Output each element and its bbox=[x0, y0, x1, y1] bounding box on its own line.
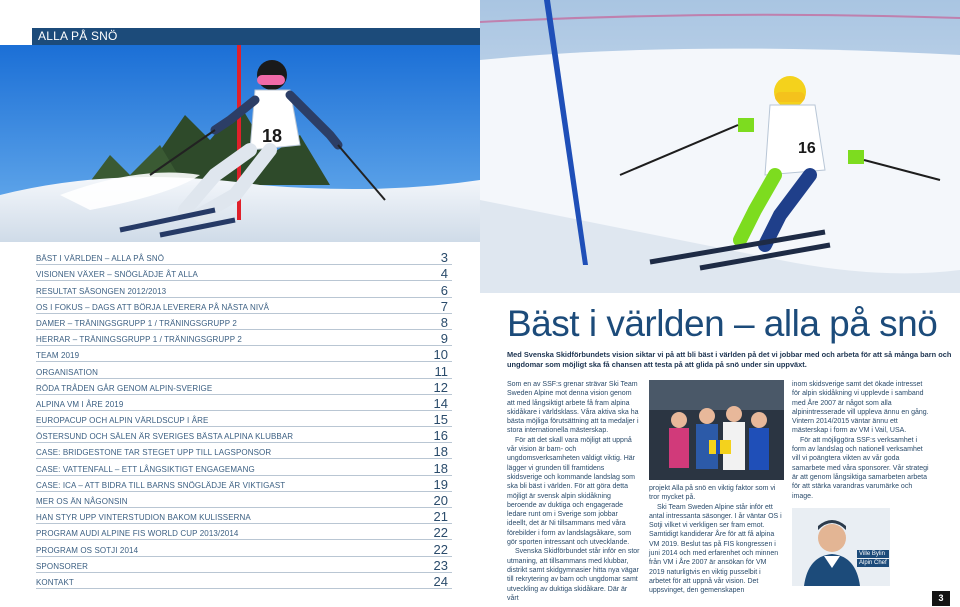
toc-row[interactable] bbox=[36, 573, 452, 589]
paragraph: inom skidsverige samt det ökade intresset för alpin skidåkning vi upplevde i samband med Åre 2007 är något som alla alpinintresserade vill uppleva ännu en gång. Vintern 2014/2015 väntar ännu ett mästerskap i form av VM i Vail, USA. bbox=[792, 381, 929, 435]
paragraph: För att möjliggöra SSF:s verksamhet i form av landslag och nationell verksamhet vill vi poängtera vikten av vår goda samarbete med våra sponsorer. Vår strategi är att genom långsiktiga samarbeten arbeta för att stärka varandras varumärke och image. bbox=[792, 436, 929, 500]
paragraph: projekt Alla på snö en viktig faktor som vi tror mycket på. bbox=[649, 485, 776, 502]
section-header-bar bbox=[32, 28, 480, 45]
toc-row[interactable] bbox=[36, 314, 452, 330]
toc-title: OS I FOKUS – DAGS ATT BÖRJA LEVERERA PÅ NÄSTA NIVÅ bbox=[36, 302, 270, 312]
toc-page-number: 21 bbox=[433, 509, 448, 525]
paragraph: Svenska Skidförbundet står inför en stor utmaning, att tillsammans med klubbar, distrikt samt skidgymnasier hitta nya vägar till rekrytering av barn och ungdomar samt utveckling av duktiga skidåkare. Där är vårt bbox=[507, 548, 640, 602]
toc-page-number: 6 bbox=[440, 282, 448, 298]
toc-page-number: 10 bbox=[433, 347, 448, 363]
toc-page-number: 23 bbox=[433, 557, 448, 573]
toc-page-number: 22 bbox=[433, 525, 448, 541]
toc-title: RESULTAT SÄSONGEN 2012/2013 bbox=[36, 286, 167, 296]
toc-page-number: 22 bbox=[433, 541, 448, 557]
toc-title: ÖSTERSUND OCH SÄLEN ÄR SVERIGES BÄSTA ALPINA KLUBBAR bbox=[36, 432, 294, 442]
toc-row[interactable] bbox=[36, 459, 452, 475]
toc-row[interactable] bbox=[36, 540, 452, 556]
article-column-1 bbox=[507, 380, 640, 603]
bib-number-right: 16 bbox=[798, 140, 816, 157]
toc-title: RÖDA TRÅDEN GÅR GENOM ALPIN-SVERIGE bbox=[36, 383, 213, 393]
article-column-3 bbox=[792, 380, 930, 501]
article-lead: Med Svenska Skidförbundets vision siktar vi på att bli bäst i världen på det vi jobbar med och arbeta för att så många barn och ungdomar som möjligt ska få chansen att testa på att glida på snö under sin uppväxt. bbox=[507, 350, 952, 369]
toc-row[interactable] bbox=[36, 411, 452, 427]
toc-title: MER OS ÄN NÅGONSIN bbox=[36, 497, 128, 506]
toc-row[interactable] bbox=[36, 330, 452, 346]
toc-row[interactable] bbox=[36, 395, 452, 411]
toc-title: SPONSORER bbox=[36, 561, 89, 571]
toc-row[interactable] bbox=[36, 379, 452, 395]
toc-title: HAN STYR UPP VINTERSTUDION BAKOM KULISSERNA bbox=[36, 513, 251, 523]
article-column-2 bbox=[649, 484, 784, 596]
toc-row[interactable] bbox=[36, 298, 452, 314]
article-headline: Bäst i världen – alla på snö bbox=[507, 303, 938, 344]
toc-page-number: 18 bbox=[433, 460, 448, 476]
team-photo bbox=[649, 380, 784, 480]
toc-row[interactable] bbox=[36, 492, 452, 508]
toc-title: TEAM 2019 bbox=[36, 351, 80, 361]
toc-row[interactable] bbox=[36, 346, 452, 362]
table-of-contents bbox=[36, 249, 452, 589]
toc-page-number: 20 bbox=[433, 493, 448, 508]
caption-role: Alpin Chef bbox=[859, 560, 887, 566]
toc-row[interactable] bbox=[36, 249, 452, 265]
slalom-photo-left bbox=[0, 45, 480, 242]
caption-name: Ville Bylin bbox=[857, 550, 889, 558]
toc-row[interactable] bbox=[36, 476, 452, 492]
toc-page-number: 3 bbox=[440, 250, 448, 266]
paragraph: Ski Team Sweden Alpine står inför ett antal intressanta säsonger. I år väntar OS i Sotji vilket vi verkligen ser fram emot. Samtidigt kandiderar Åre för att få alpina VM 2019. Beslut tas på FIS kongressen i juni 2014 och med erfarenhet och minnen från VM i Åre 2007 är ansökan för VM 2019 naturligtvis en viktig pusselbit i arbetet för att uppnå vår vision. Det uppsvinget, den gemenskapen bbox=[649, 503, 782, 595]
bib-number-left: 18 bbox=[262, 126, 283, 146]
portrait-photo bbox=[792, 508, 890, 586]
toc-page-number: 19 bbox=[433, 476, 448, 492]
toc-row[interactable] bbox=[36, 508, 452, 524]
toc-page-number: 15 bbox=[433, 412, 448, 428]
toc-title: CASE: ICA – ATT BIDRA TILL BARNS SNÖGLÄDJE ÄR VIKTIGAST bbox=[36, 480, 286, 490]
toc-row[interactable] bbox=[36, 265, 452, 281]
portrait-caption bbox=[857, 550, 889, 567]
toc-row[interactable] bbox=[36, 524, 452, 540]
toc-page-number: 7 bbox=[440, 298, 448, 314]
section-label: ALLA PÅ SNÖ bbox=[38, 29, 118, 43]
toc-page-number: 8 bbox=[440, 314, 448, 330]
toc-title: PROGRAM AUDI ALPINE FIS WORLD CUP 2013/2014 bbox=[36, 529, 239, 539]
toc-row[interactable] bbox=[36, 281, 452, 297]
toc-title: HERRAR – TRÄNINGSGRUPP 1 / TRÄNINGSGRUPP 2 bbox=[36, 335, 242, 345]
toc-title: EUROPACUP OCH ALPIN VÄRLDSCUP I ÅRE bbox=[36, 416, 209, 426]
toc-page-number: 11 bbox=[434, 363, 448, 379]
toc-title: CASE: BRIDGESTONE TAR STEGET UPP TILL LAGSPONSOR bbox=[36, 448, 272, 458]
toc-page-number: 16 bbox=[433, 428, 448, 444]
slalom-photo-right bbox=[480, 0, 960, 293]
toc-title: BÄST I VÄRLDEN – ALLA PÅ SNÖ bbox=[36, 254, 165, 264]
paragraph: För att det skall vara möjligt att uppnå vår vision är barn- och ungdomsverksamheten väldigt viktig. Här lägger vi grunden till framtidens skidsverige och kommande landslag som ska bli bäst i världen. För att göra detta möjligt är svensk alpin skidåkning beroende av duktiga och engagerade ledare runt om i Sverige som jobbar ideellt, det är Ni tillsammans med våra förebilder i form av landslagsåkare, som gör sporten intressant och utvecklande. bbox=[507, 436, 636, 547]
toc-row[interactable] bbox=[36, 443, 452, 459]
toc-title: CASE: VATTENFALL – ETT LÅNGSIKTIGT ENGAGEMANG bbox=[36, 464, 255, 474]
toc-title: ALPINA VM I ÅRE 2019 bbox=[36, 399, 124, 409]
toc-page-number: 24 bbox=[433, 573, 448, 589]
toc-row[interactable] bbox=[36, 427, 452, 443]
toc-page-number: 18 bbox=[433, 444, 448, 460]
toc-title: PROGRAM OS SOTJI 2014 bbox=[36, 545, 139, 555]
toc-title: ORGANISATION bbox=[36, 367, 98, 377]
page-number: 3 bbox=[932, 591, 950, 606]
toc-page-number: 9 bbox=[440, 331, 448, 347]
toc-page-number: 4 bbox=[440, 266, 448, 282]
toc-row[interactable] bbox=[36, 557, 452, 573]
toc-page-number: 12 bbox=[433, 379, 448, 395]
toc-row[interactable] bbox=[36, 362, 452, 378]
toc-title: KONTAKT bbox=[36, 577, 74, 587]
toc-page-number: 14 bbox=[433, 395, 448, 411]
toc-title: VISIONEN VÄXER – SNÖGLÄDJE ÅT ALLA bbox=[36, 270, 198, 280]
toc-title: DAMER – TRÄNINGSGRUPP 1 / TRÄNINGSGRUPP 2 bbox=[36, 318, 237, 328]
paragraph: Som en av SSF:s grenar strävar Ski Team Sweden Alpine mot denna vision genom att med långsiktigt arbete få fram alpina skidåkare i världsklass. Våra aktiva ska ha bästa möjliga förutsättning att ta medaljer i stora internationella mästerskap. bbox=[507, 381, 639, 435]
